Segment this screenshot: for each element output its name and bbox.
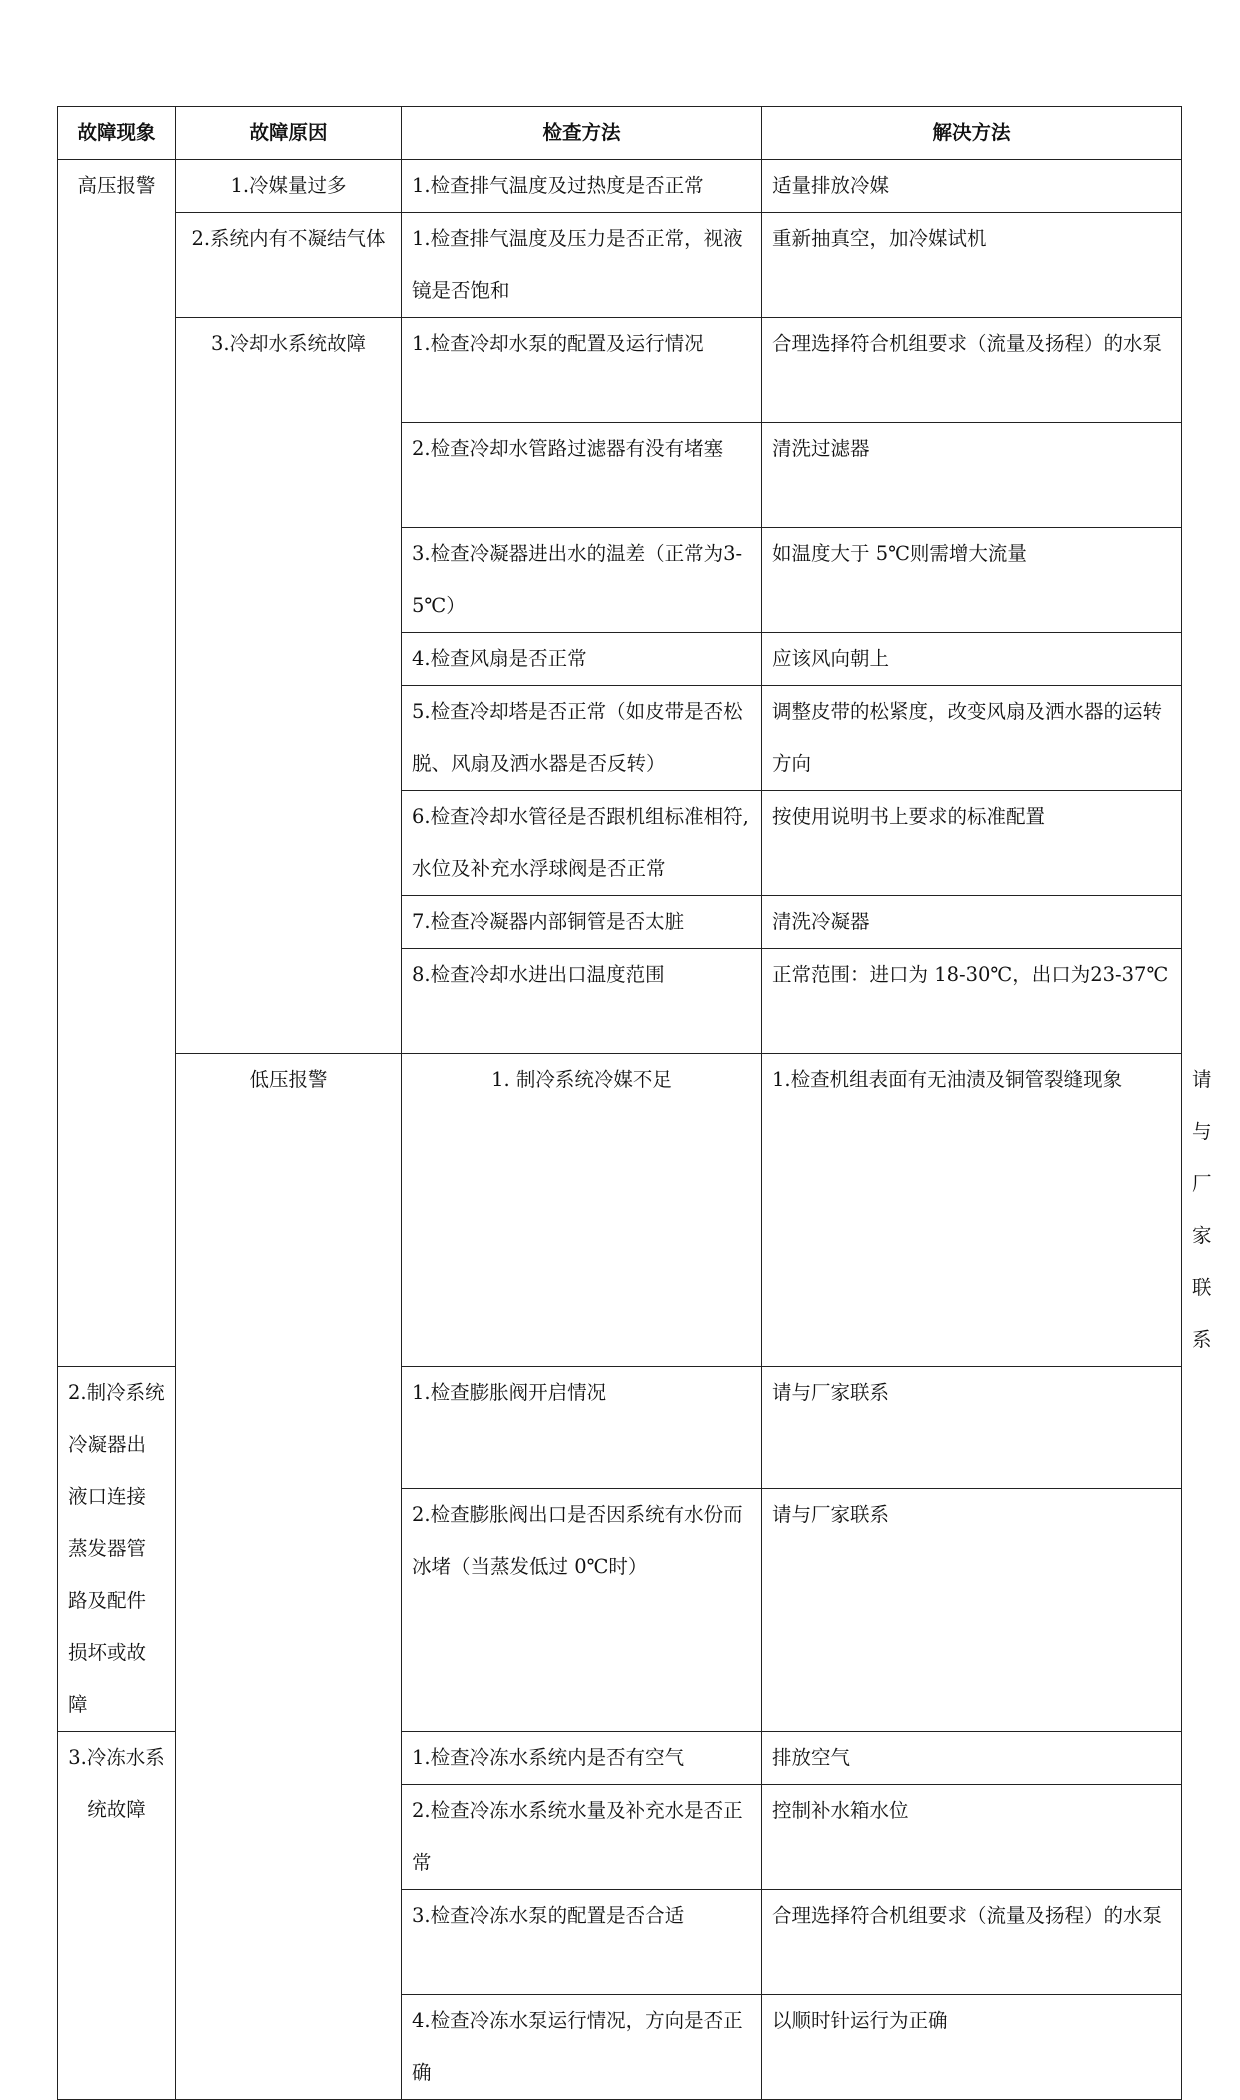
header-cause: 故障原因 <box>176 107 402 160</box>
check-method-cell: 2.检查冷冻水系统水量及补充水是否正常 <box>402 1785 762 1890</box>
solution-cell: 如温度大于 5℃则需增大流量 <box>762 528 1182 633</box>
solution-cell: 请与厂家联系 <box>762 1489 1182 1732</box>
document-page <box>57 106 1212 2100</box>
header-solution: 解决方法 <box>762 107 1182 160</box>
check-method-cell: 1.检查冷冻水系统内是否有空气 <box>402 1732 762 1785</box>
check-method-cell: 4.检查冷冻水泵运行情况，方向是否正确 <box>402 1995 762 2100</box>
solution-cell: 排放空气 <box>762 1732 1182 1785</box>
solution-cell: 按使用说明书上要求的标准配置 <box>762 791 1182 896</box>
solution-cell: 合理选择符合机组要求（流量及扬程）的水泵 <box>762 318 1182 423</box>
solution-cell: 适量排放冷媒 <box>762 160 1182 213</box>
table-row <box>58 160 1182 213</box>
check-method-cell: 5.检查冷却塔是否正常（如皮带是否松脱、风扇及洒水器是否反转） <box>402 686 762 791</box>
check-method-cell: 2.检查膨胀阀出口是否因系统有水份而冰堵（当蒸发低过 0℃时） <box>402 1489 762 1732</box>
check-method-cell: 1.检查排气温度及压力是否正常，视液镜是否饱和 <box>402 213 762 318</box>
check-method-cell: 1.检查冷却水泵的配置及运行情况 <box>402 318 762 423</box>
cause-cell: 2.系统内有不凝结气体 <box>176 213 402 318</box>
header-symptom: 故障现象 <box>58 107 176 160</box>
solution-cell: 清洗过滤器 <box>762 423 1182 528</box>
solution-cell: 调整皮带的松紧度，改变风扇及洒水器的运转方向 <box>762 686 1182 791</box>
solution-cell: 控制补水箱水位 <box>762 1785 1182 1890</box>
table-row: 低压报警 1. 制冷系统冷媒不足 1.检查机组表面有无油渍及铜管裂缝现象 请与厂家联系 <box>58 1054 1182 1367</box>
fault-table <box>57 106 1212 2100</box>
cause-cell: 1.冷媒量过多 <box>176 160 402 213</box>
check-method-cell: 4.检查风扇是否正常 <box>402 633 762 686</box>
table-header-row <box>58 107 1182 160</box>
check-method-cell: 3.检查冷冻水泵的配置是否合适 <box>402 1890 762 1995</box>
solution-cell: 清洗冷凝器 <box>762 896 1182 949</box>
table-row <box>58 318 1182 423</box>
solution-cell: 请与厂家联系 <box>762 1367 1182 1489</box>
cause-cell: 3.冷冻水系统故障 <box>58 1732 176 2100</box>
check-method-cell: 6.检查冷却水管径是否跟机组标准相符,水位及补充水浮球阀是否正常 <box>402 791 762 896</box>
cause-cell: 2.制冷系统冷凝器出液口连接蒸发器管路及配件损坏或故障 <box>58 1367 176 1732</box>
check-method-cell: 1.检查膨胀阀开启情况 <box>402 1367 762 1489</box>
check-method-cell: 1.检查机组表面有无油渍及铜管裂缝现象 <box>762 1054 1182 1367</box>
check-method-cell: 2.检查冷却水管路过滤器有没有堵塞 <box>402 423 762 528</box>
symptom-cell: 低压报警 <box>176 1054 402 2100</box>
solution-cell: 合理选择符合机组要求（流量及扬程）的水泵 <box>762 1890 1182 1995</box>
cause-cell: 3.冷却水系统故障 <box>176 318 402 1054</box>
check-method-cell: 1.检查排气温度及过热度是否正常 <box>402 160 762 213</box>
header-check-method: 检查方法 <box>402 107 762 160</box>
solution-cell: 应该风向朝上 <box>762 633 1182 686</box>
symptom-cell: 高压报警 <box>58 160 176 1367</box>
solution-cell: 以顺时针运行为正确 <box>762 1995 1182 2100</box>
check-method-cell: 3.检查冷凝器进出水的温差（正常为3-5℃） <box>402 528 762 633</box>
check-method-cell: 7.检查冷凝器内部铜管是否太脏 <box>402 896 762 949</box>
solution-cell: 正常范围：进口为 18-30℃，出口为23-37℃ <box>762 949 1182 1054</box>
cause-cell: 1. 制冷系统冷媒不足 <box>402 1054 762 1367</box>
check-method-cell: 8.检查冷却水进出口温度范围 <box>402 949 762 1054</box>
solution-cell: 重新抽真空，加冷媒试机 <box>762 213 1182 318</box>
table-row <box>58 213 1182 318</box>
